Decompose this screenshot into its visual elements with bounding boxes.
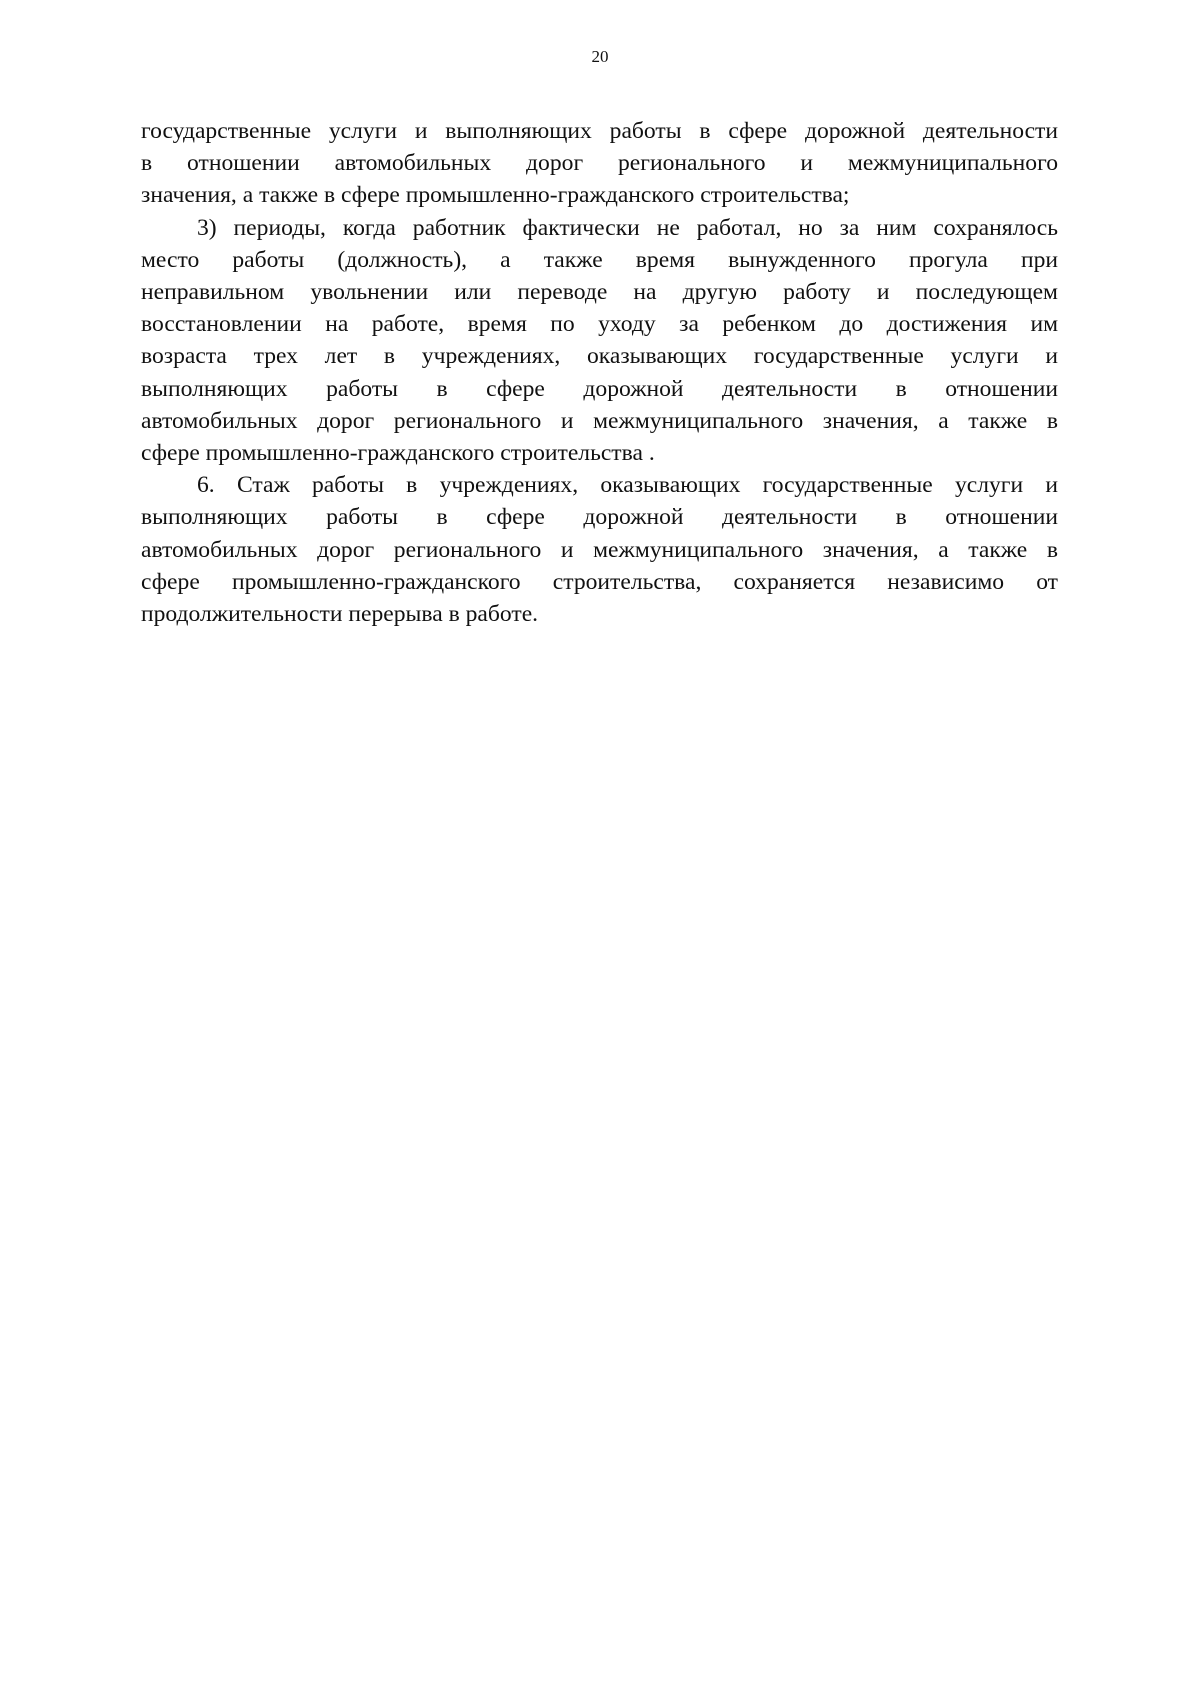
text-line: неправильном увольнении или переводе на другую работу и последующем — [141, 279, 1058, 306]
text-line: выполняющих работы в сфере дорожной деятельности в отношении — [141, 504, 1058, 531]
text-line: сфере промышленно-гражданского строительства, сохраняется независимо от — [141, 568, 1058, 595]
text-line: значения, а также в сфере промышленно-гражданского строительства; — [141, 182, 850, 209]
text-line: автомобильных дорог регионального и межмуниципального значения, а также в — [141, 407, 1058, 434]
text-line: в отношении автомобильных дорог регионального и межмуниципального — [141, 150, 1058, 177]
paragraph-item-3 — [141, 212, 1058, 470]
document-body — [141, 115, 1058, 630]
text-line: выполняющих работы в сфере дорожной деятельности в отношении — [141, 375, 1058, 402]
text-line: сфере промышленно-гражданского строительства . — [141, 440, 655, 467]
paragraph-continuation — [141, 115, 1058, 212]
text-line: 3) периоды, когда работник фактически не работал, но за ним сохранялось — [197, 214, 1058, 241]
text-line: 6. Стаж работы в учреждениях, оказывающих государственные услуги и — [197, 472, 1058, 499]
text-line: место работы (должность), а также время вынужденного прогула при — [141, 246, 1058, 273]
paragraph-item-6 — [141, 469, 1058, 630]
text-line: возраста трех лет в учреждениях, оказывающих государственные услуги и — [141, 343, 1058, 370]
page-number: 20 — [591, 47, 609, 66]
text-line: восстановлении на работе, время по уходу за ребенком до достижения им — [141, 311, 1058, 338]
text-line: государственные услуги и выполняющих работы в сфере дорожной деятельности — [141, 118, 1058, 144]
text-line: продолжительности перерыва в работе. — [141, 601, 539, 628]
text-line: автомобильных дорог регионального и межмуниципального значения, а также в — [141, 536, 1058, 563]
